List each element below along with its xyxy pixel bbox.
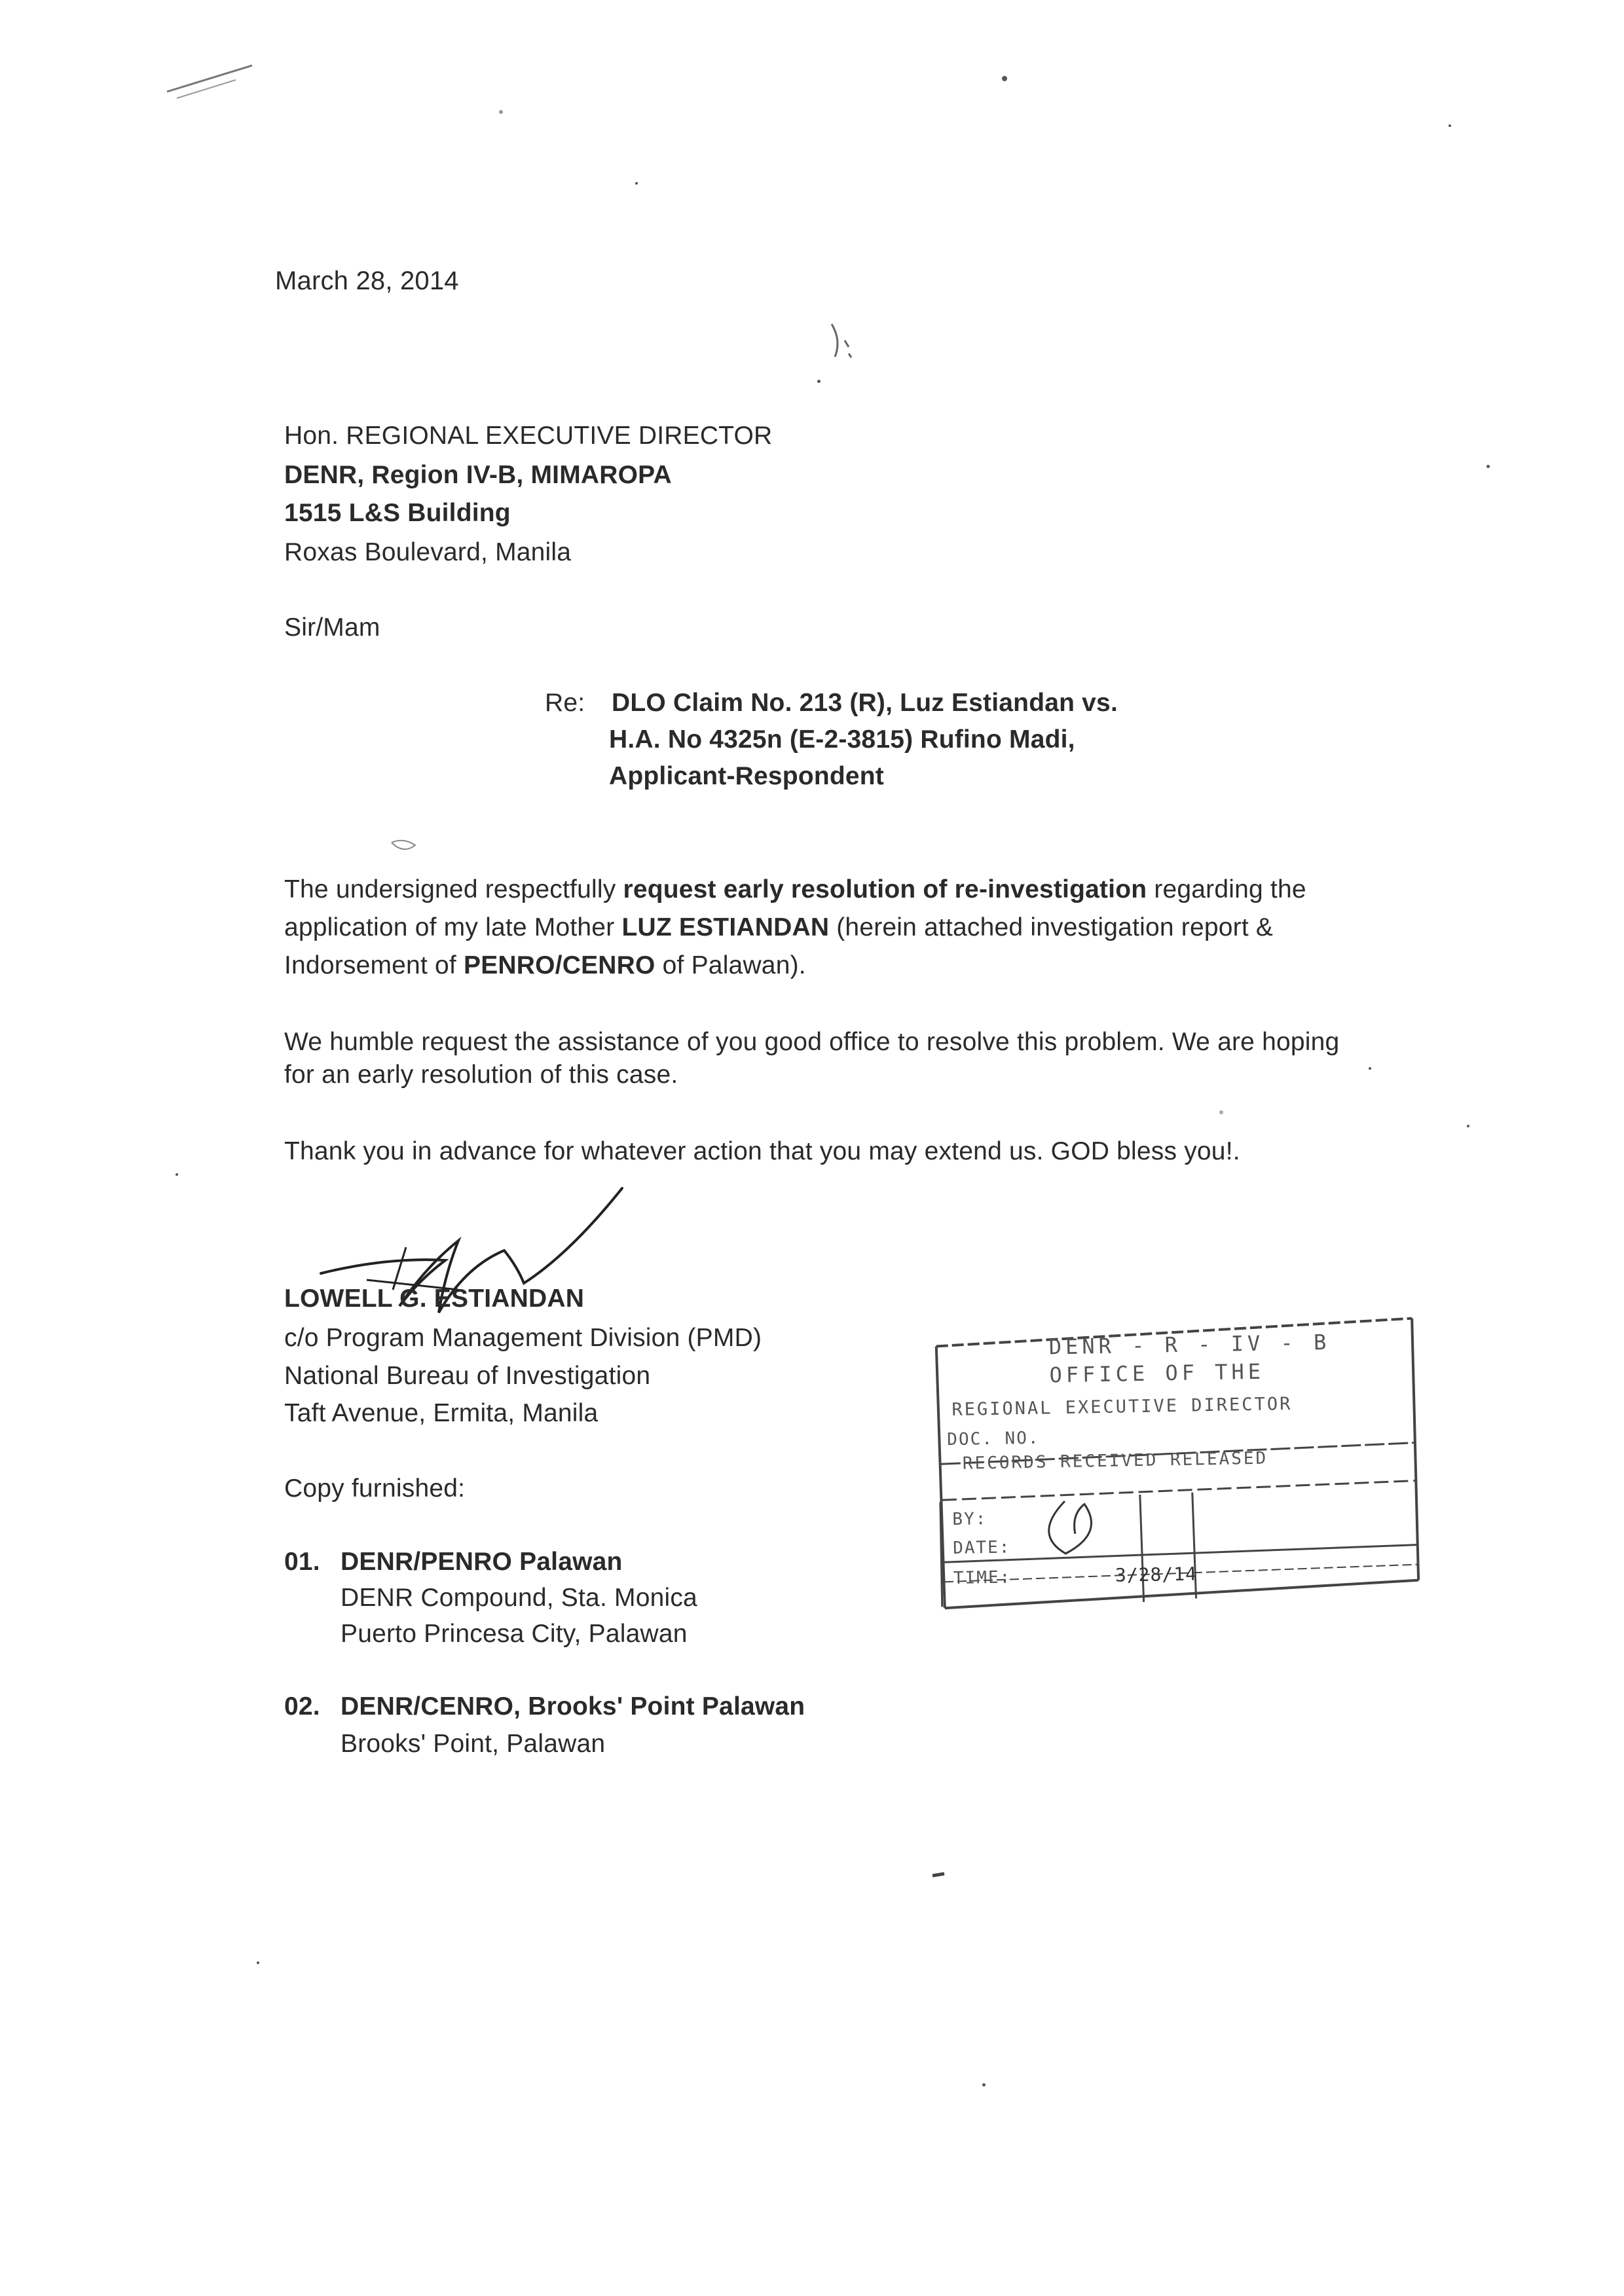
cc-2-title: DENR/CENRO, Brooks' Point Palawan	[341, 1692, 805, 1721]
re-line-3: Applicant-Respondent	[609, 762, 884, 790]
cc-2-line-2: Brooks' Point, Palawan	[341, 1730, 606, 1758]
stamp-line-1: DENR - R - IV - B	[1048, 1329, 1331, 1360]
recipient-line-1: Hon. REGIONAL EXECUTIVE DIRECTOR	[284, 422, 773, 450]
paragraph-1-line-2-a: application of my late Mother	[284, 913, 615, 941]
paragraph-1-line-3-a: Indorsement of	[284, 951, 456, 979]
salutation: Sir/Mam	[284, 613, 380, 642]
paragraph-1-line-3-c: of Palawan).	[662, 951, 806, 979]
sender-line-2: c/o Program Management Division (PMD)	[284, 1324, 762, 1352]
sender-line-3: National Bureau of Investigation	[284, 1362, 651, 1390]
paragraph-1-line-1-a: The undersigned respectfully	[284, 875, 616, 903]
paragraph-1-line-1-c: regarding the	[1154, 875, 1306, 903]
received-stamp	[931, 1312, 1424, 1618]
body-paragraph-3: Thank you in advance for whatever action that you may extend us. GOD bless you!.	[284, 1137, 1240, 1165]
paragraph-1-line-2	[284, 909, 1502, 947]
stamp-line-4: DOC. NO.	[947, 1428, 1040, 1450]
cc-1-number: 01.	[284, 1548, 320, 1576]
paragraph-1-line-3	[284, 947, 1502, 985]
sender-line-4: Taft Avenue, Ermita, Manila	[284, 1399, 599, 1427]
letter-date: March 28, 2014	[275, 266, 459, 295]
stamp-date-label: DATE:	[952, 1537, 1011, 1558]
paragraph-1-line-3-b: PENRO/CENRO	[464, 951, 655, 979]
re-line-2: H.A. No 4325n (E-2-3815) Rufino Madi,	[609, 725, 1075, 754]
stamp-line-5: RECORDS RECEIVED RELEASED	[962, 1448, 1268, 1474]
re-label: Re:	[545, 689, 585, 717]
recipient-line-3: 1515 L&S Building	[284, 499, 511, 527]
recipient-line-2: DENR, Region IV-B, MIMAROPA	[284, 461, 672, 489]
paragraph-1-line-1-b: request early resolution of re-investigation	[623, 875, 1147, 903]
stamp-by-label: BY:	[952, 1509, 987, 1529]
sender-name: LOWELL G. ESTIANDAN	[284, 1285, 585, 1313]
stamp-line-2: OFFICE OF THE	[1049, 1358, 1265, 1388]
paragraph-1-line-2-c: (herein attached investigation report &	[836, 913, 1274, 941]
stamp-line-3: REGIONAL EXECUTIVE DIRECTOR	[951, 1393, 1293, 1420]
stamp-time-label: TIME:	[953, 1567, 1012, 1588]
paragraph-2-line-2: for an early resolution of this case.	[284, 1061, 678, 1089]
cc-1-title: DENR/PENRO Palawan	[341, 1548, 623, 1576]
body-paragraph-1	[284, 871, 1502, 985]
cc-2-number: 02.	[284, 1692, 320, 1721]
paragraph-2-line-1: We humble request the assistance of you good office to resolve this problem. We are hoping	[284, 1028, 1340, 1056]
recipient-line-4: Roxas Boulevard, Manila	[284, 538, 572, 566]
re-line-1: DLO Claim No. 213 (R), Luz Estiandan vs.	[612, 689, 1118, 717]
stamp-date-value: 3/28/14	[1115, 1563, 1198, 1586]
copy-furnished-label: Copy furnished:	[284, 1474, 466, 1503]
cc-1-line-2: DENR Compound, Sta. Monica	[341, 1584, 697, 1612]
body-paragraph-2	[284, 1023, 1502, 1094]
paragraph-1-line-2-b: LUZ ESTIANDAN	[621, 913, 830, 941]
cc-1-line-3: Puerto Princesa City, Palawan	[341, 1620, 688, 1648]
paragraph-1-line-1	[284, 871, 1502, 909]
